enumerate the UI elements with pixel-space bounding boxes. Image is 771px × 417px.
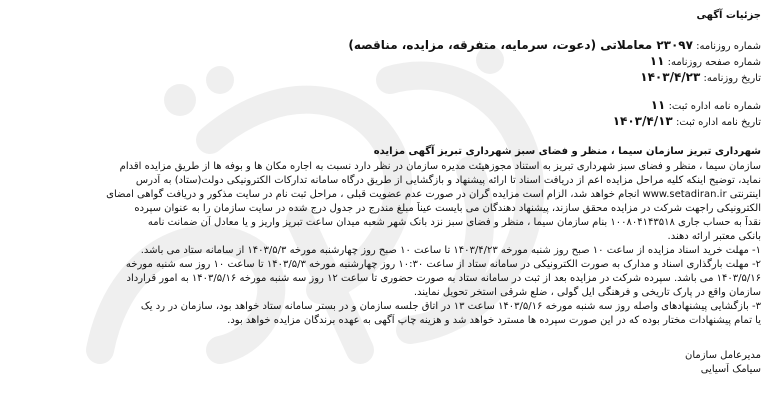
newspaper-page-label: شماره صفحه روزنامه: bbox=[667, 57, 761, 68]
page-title: جزئیات آگهی bbox=[696, 10, 761, 21]
registry-date-label: تاریخ نامه اداره ثبت: bbox=[675, 117, 761, 128]
ad-line: اینترنتی www.setadiran.ir انجام خواهد شد، الزام است مزایده گران در صورت عدم عضویت قبلی ، مراحل ثبت نام در سایت مذکور و دریافت گواهی امضای bbox=[106, 189, 761, 200]
ad-line: یا تمام پیشنهادات مختار بوده که در این صورت سپرده ها مسترد خواهد شد و هزینه چاپ آگهی به عهده برندگان مزایده خواهد بود. bbox=[227, 315, 761, 326]
ad-title: شهرداری تبریز سازمان سیما ، منظر و فضای سبز شهرداری تبریز آگهی مزایده bbox=[373, 146, 761, 157]
newspaper-date-value: ۱۴۰۳/۴/۲۳ bbox=[640, 70, 701, 84]
ad-line: ۱۴۰۳/۵/۱۶ می باشد. سپرده شرکت در مزایده بعد از ثبت در سامانه ستاد به صورت حضوری تا ساعت ۱۲ روز سه شنبه مورخه ۱۴۰۳/۵/۱۶ به امور قرارداد bbox=[126, 273, 761, 284]
newspaper-page-row bbox=[10, 54, 761, 70]
newspaper-number-row bbox=[10, 38, 761, 54]
registry-date-row bbox=[10, 114, 761, 130]
ad-line: ۲- مهلت بارگذاری اسناد و مدارک به صورت الکترونیکی در سامانه ستاد از ساعت ۱۰:۳۰ روز چهارشنبه مورخه ۱۴۰۳/۵/۳ تا ساعت ۱۰ روز سه شنبه مورخه bbox=[125, 259, 761, 270]
ad-line: ۱- مهلت خرید اسناد مزایده از ساعت ۱۰ صبح روز شنبه مورخه ۱۴۰۳/۴/۲۳ تا ساعت ۱۰ صبح روز چهارشنبه مورخه ۱۴۰۳/۵/۳ از سامانه ستاد می باشد. bbox=[140, 245, 761, 256]
ad-line: ۳- بازگشایی پیشنهادهای واصله روز سه شنبه مورخه ۱۴۰۳/۵/۱۶ ساعت ۱۳ در اتاق جلسه سازمان و در بستر سامانه ستاد خواهد بود، سازمان در رد یک bbox=[140, 301, 761, 312]
registry-letter-label: شماره نامه اداره ثبت: bbox=[668, 101, 761, 112]
signature-name: سیامک آسیایی bbox=[700, 364, 761, 375]
ad-body bbox=[10, 160, 761, 328]
ad-line: بانکی معتبر ارائه دهند. bbox=[667, 231, 761, 242]
newspaper-page-value: ۱۱ bbox=[649, 54, 665, 68]
registry-date-value: ۱۴۰۳/۴/۱۳ bbox=[612, 114, 673, 128]
newspaper-date-label: تاریخ روزنامه: bbox=[703, 73, 761, 84]
ad-line: سازمان سیما ، منظر و فضای سبز شهرداری تبریز به استناد مجوزهیئت مدیره سازمان در نظر دارد نسبت به اجاره مکان ها و بوفه ها از طریق مزایده اقدام bbox=[119, 161, 761, 172]
signature-block bbox=[10, 349, 761, 377]
ad-line: نقداً به حساب جاری ۱۰۰۸۰۴۱۴۳۵۱۸ بنام سازمان سیما ، منظر و فضای سبز نزد بانک شهر شعبه میدان ساعت تبریز واریز و یا معادل آن ضمانت نامه bbox=[147, 217, 761, 228]
registry-info bbox=[10, 98, 761, 130]
ad-line: نماید، توضیح اینکه کلیه مراحل مزایده اعم از دریافت اسناد تا ارائه پیشنهاد و بازگشایی از طریق درگاه سامانه تدارکات الکترونیکی دولت(ستاد) به آدرس bbox=[135, 175, 761, 186]
registry-letter-row bbox=[10, 98, 761, 114]
newspaper-number-value: ۲۳۰۹۷ معاملاتی (دعوت، سرمایه، متفرقه، مزایده، مناقصه) bbox=[348, 38, 693, 52]
ad-line: الکترونیکی راجهت شرکت در مزایده محقق سازند، پیشنهاد دهندگان می بایست عیناً مبلغ مندرج در جدول درج شده در سایت سازمان را به عنوان سپرده bbox=[134, 203, 761, 214]
newspaper-info bbox=[10, 38, 761, 86]
newspaper-date-row bbox=[10, 70, 761, 86]
ad-line: سازمان واقع در پارک تاریخی و فرهنگی ایل گولی ، ضلع شرقی استخر تحویل نمایند. bbox=[413, 287, 761, 298]
registry-letter-value: ۱۱ bbox=[650, 98, 666, 112]
newspaper-number-label: شماره روزنامه: bbox=[696, 41, 761, 52]
signature-role: مدیرعامل سازمان bbox=[684, 350, 761, 361]
